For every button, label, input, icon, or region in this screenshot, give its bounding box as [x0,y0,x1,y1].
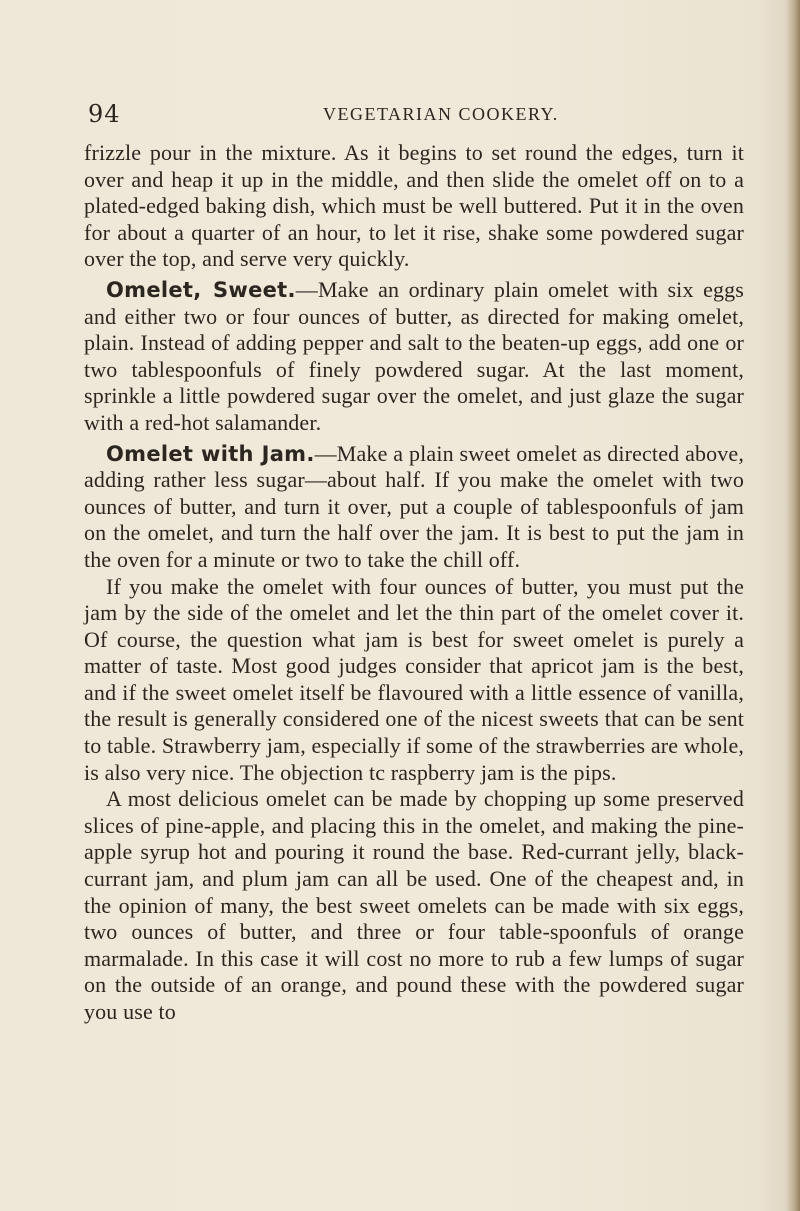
paragraph-text: A most delicious omelet can be made by chopping up some preserved slices of pine-apple, and placing this in the omelet, and making the pine-apple syrup hot and pouring it round the base. Red-currant jelly, black-currant jam, and plum jam can all be used. One of the cheapest and, in the opinion of many, the best sweet omelets can be made with six eggs, two ounces of butter, and three or four table-spoonfuls of orange marmalade. In this case it will cost no more to rub a few lumps of sugar on the outside of an orange, and pound these with the powdered sugar you use to [84,786,744,1024]
paragraph-text: If you make the omelet with four ounces of butter, you must put the jam by the side of the omelet and let the thin part of the omelet cover it. Of course, the question what jam is best for sweet omelet is purely a matter of taste. Most good judges consider that apricot jam is the best, and if the sweet omelet itself be flavoured with a little essence of vanilla, the result is generally considered one of the nicest sweets that can be sent to table. Strawberry jam, especially if some of the strawberries are whole, is also very nice. The objection tc raspberry jam is the pips. [84,573,745,785]
paragraph-text: frizzle pour in the mixture. As it begins to set round the edges, turn it over and heap it up in the middle, and then slide the omelet off on to a plated-edged baking dish, which must be well buttered. Put it in the oven for about a quarter of an hour, to let it rise, shake some powdered sugar over the top, and serve very quickly. [84,140,744,272]
recipe-title-omelet-sweet: Omelet, Sweet. [106,277,296,302]
running-head: VEGETARIAN COOKERY. [323,104,559,124]
paragraph-omelet-sweet [84,277,744,437]
page-number: 94 [88,100,121,128]
paragraph-pine-apple [84,786,744,1025]
paragraph-four-ounces [84,574,744,787]
page-edge-shadow [786,0,800,1211]
paragraph-frizzle [84,140,744,273]
paragraph-omelet-with-jam [84,441,744,574]
paragraph-text: —Make an ordinary plain omelet with six eggs and either two or four ounces of butter, as directed for making omelet, plain. Instead of adding pepper and salt to the beaten-up eggs, add one or two tablespoonfuls of finely powdered sugar. At the last moment, sprinkle a little powdered sugar over the omelet, and just glaze the sugar with a red-hot salamander. [84,276,744,435]
page-body [84,140,744,1026]
paragraph-text: —Make a plain sweet omelet as directed above, adding rather less sugar—about half. If you make the omelet with two ounces of butter, and turn it over, put a couple of tablespoonfuls of jam on the omelet, and turn the half over the jam. It is best to put the jam in the oven for a minute or two to take the chill off. [84,440,744,572]
recipe-title-omelet-with-jam: Omelet with Jam. [106,441,315,466]
page-header [88,100,728,130]
